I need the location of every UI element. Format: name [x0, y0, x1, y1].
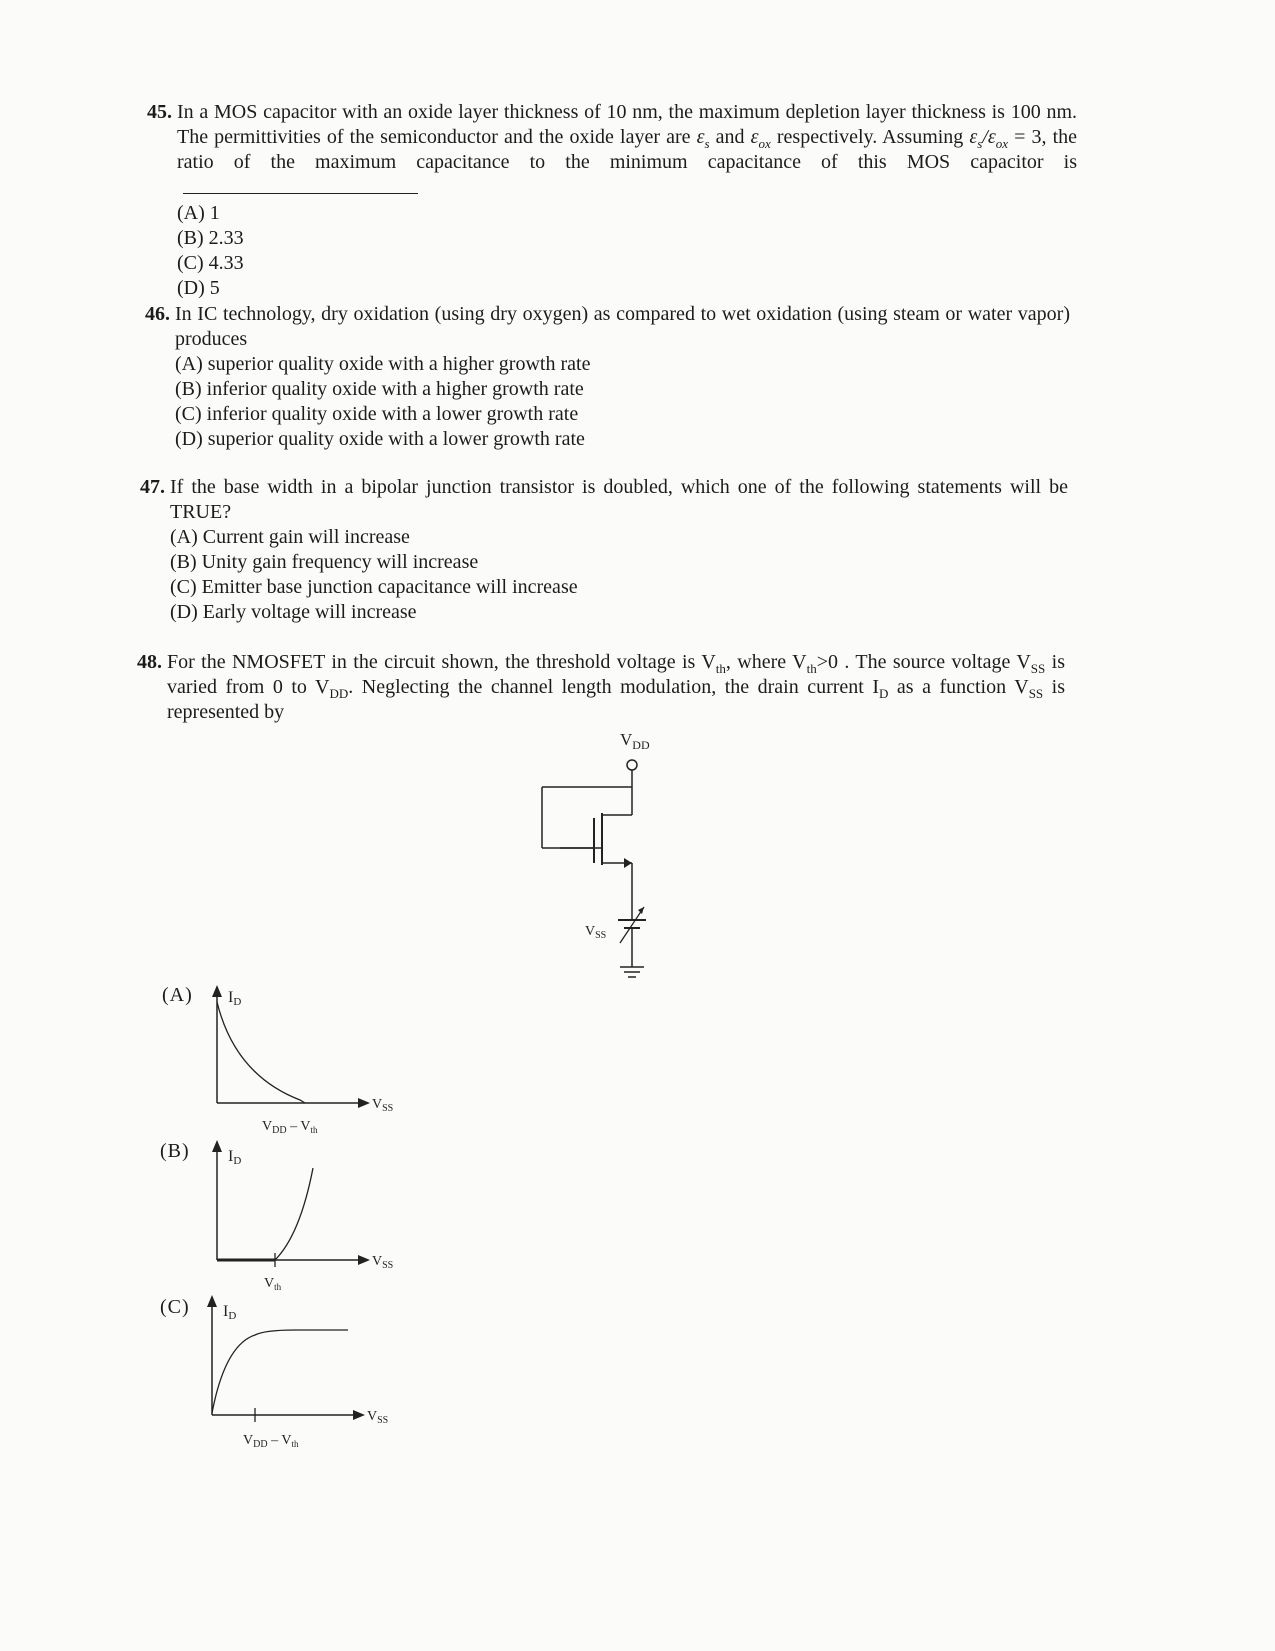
answer-blank: [183, 175, 418, 194]
options-list: [177, 201, 1077, 301]
variable-arrowhead-icon: [638, 907, 644, 914]
question-number: 45.: [147, 101, 172, 123]
question-text-part: as a function V: [896, 676, 1029, 698]
x-axis-arrow-icon: [353, 1410, 365, 1420]
question-48: [137, 650, 1065, 725]
x-axis-arrow-icon: [358, 1098, 370, 1108]
question-46: [145, 302, 1070, 452]
option-a: (A) 1: [177, 202, 220, 224]
options-list: [175, 352, 1070, 452]
question-text: [177, 100, 1077, 201]
question-number: 48.: [137, 651, 162, 673]
subscript: DD: [329, 686, 349, 701]
symbol: ε: [696, 126, 705, 148]
option-b: (B) Unity gain frequency will increase: [170, 551, 479, 573]
options-list: [170, 525, 1068, 625]
question-text-part: , where V: [725, 651, 807, 673]
option-d: (D) 5: [177, 277, 220, 299]
graph-b: [200, 1135, 400, 1300]
vdd-terminal: [627, 760, 637, 770]
subscript: SS: [1028, 686, 1044, 701]
x-axis-label: $V_{SS}$: [372, 1097, 394, 1114]
vss-label: $V_{SS}$: [585, 924, 607, 941]
subscript: D: [879, 686, 889, 701]
subscript: th: [715, 661, 726, 676]
subscript: ox: [995, 136, 1009, 151]
question-47: [140, 475, 1068, 625]
epsilon-s: [696, 126, 710, 151]
question-text-part: For the NMOSFET in the circuit shown, the threshold voltage is V: [167, 651, 716, 673]
subscript: s: [977, 136, 983, 151]
curve-b-rise: [275, 1168, 313, 1260]
graph-c-option: (C): [160, 1296, 190, 1318]
option-b: (B) 2.33: [177, 227, 244, 249]
question-text: [167, 650, 1065, 725]
y-axis-label: ID: [223, 1303, 237, 1322]
symbol: ε: [969, 126, 978, 148]
subscript: th: [806, 661, 817, 676]
y-axis-arrow-icon: [212, 1140, 222, 1152]
x-axis-label: $V_{SS}$: [372, 1254, 394, 1271]
question-text-part: . Neglecting the channel length modulation, the drain current I: [348, 676, 880, 698]
subscript: ox: [758, 136, 771, 151]
subscript: SS: [1030, 661, 1046, 676]
question-text-part: is varied from 0 to V: [167, 651, 1065, 698]
question-text-part: = 3, the ratio of the maximum capacitance to the minimum capacitance of this MOS capacitor is: [177, 126, 1078, 173]
graph-b-option: (B): [160, 1140, 190, 1162]
graph-c: [195, 1290, 400, 1460]
graph-a: [200, 980, 400, 1140]
curve-a: [217, 1002, 305, 1103]
question-text-part: respectively. Assuming: [776, 126, 964, 148]
tick-label: $V_{DD} - V_{th}$: [243, 1433, 299, 1450]
symbol: /ε: [982, 126, 996, 148]
option-d: (D) superior quality oxide with a lower growth rate: [175, 428, 585, 450]
option-d: (D) Early voltage will increase: [170, 601, 417, 623]
permittivity-ratio: [969, 126, 1009, 151]
epsilon-ox: [750, 126, 771, 151]
source-arrow-icon: [624, 858, 632, 868]
question-text: In IC technology, dry oxidation (using dry oxygen) as compared to wet oxidation (using steam or water vapor) produces: [175, 303, 1070, 350]
question-45: [147, 100, 1077, 301]
option-a: (A) superior quality oxide with a higher growth rate: [175, 353, 591, 375]
vdd-label: $V_{DD}$: [620, 730, 650, 752]
question-text-part: and: [715, 126, 745, 148]
x-axis-label: $V_{SS}$: [367, 1409, 389, 1426]
question-text-part: >0 . The source voltage V: [816, 651, 1031, 673]
tick-label: $V_{DD} - V_{th}$: [262, 1119, 318, 1136]
question-text-part: is represented by: [167, 676, 1065, 723]
option-c: (C) inferior quality oxide with a lower growth rate: [175, 403, 579, 425]
question-number: 46.: [145, 303, 170, 325]
option-c: (C) Emitter base junction capacitance will increase: [170, 576, 578, 598]
symbol: ε: [750, 126, 759, 148]
nmos-circuit-diagram: [520, 725, 700, 1030]
curve-c: [212, 1330, 348, 1413]
question-number: 47.: [140, 476, 165, 498]
y-axis-arrow-icon: [212, 985, 222, 997]
x-axis-arrow-icon: [358, 1255, 370, 1265]
subscript: s: [704, 136, 710, 151]
option-b: (B) inferior quality oxide with a higher growth rate: [175, 378, 584, 400]
tick-label: $V_{th}$: [264, 1276, 282, 1292]
graph-a-option: (A): [162, 984, 193, 1006]
option-c: (C) 4.33: [177, 252, 244, 274]
y-axis-label: ID: [228, 989, 242, 1008]
question-text-part: In a MOS capacitor with an oxide layer thickness of 10 nm, the maximum depletion layer thickness is 100 nm. The permittivities of the semiconductor and the oxide layer are: [177, 101, 1077, 148]
question-text: If the base width in a bipolar junction transistor is doubled, which one of the following statements will be TRUE?: [170, 476, 1068, 523]
option-a: (A) Current gain will increase: [170, 526, 410, 548]
y-axis-arrow-icon: [207, 1295, 217, 1307]
y-axis-label: ID: [228, 1148, 242, 1167]
